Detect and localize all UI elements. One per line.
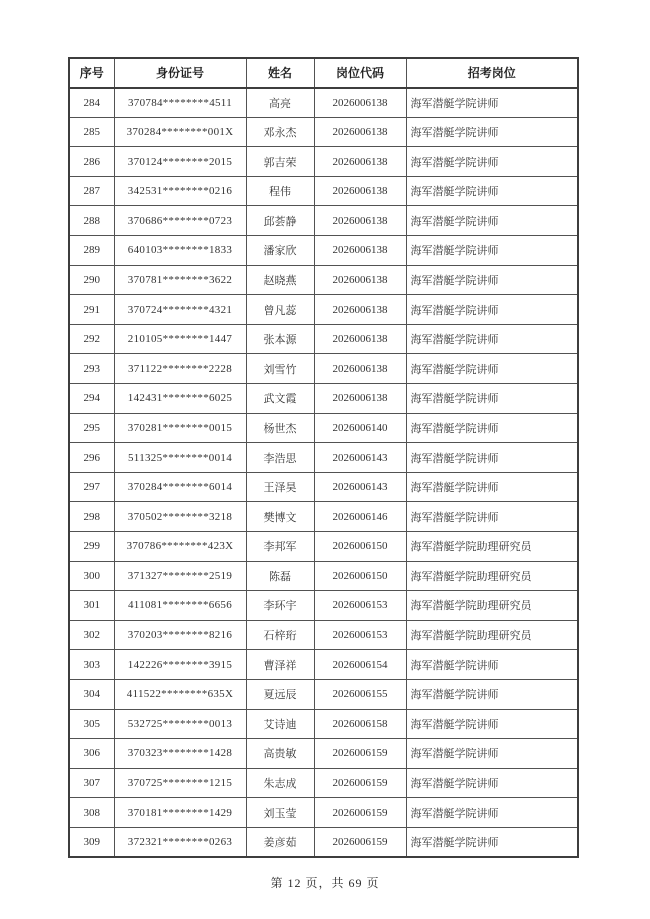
cell-id-number: 370323********1428: [114, 739, 246, 769]
cell-id-number: 370284********6014: [114, 472, 246, 502]
cell-position-code: 2026006138: [314, 206, 406, 236]
table-row: [69, 532, 578, 562]
cell-position-code: 2026006138: [314, 384, 406, 414]
cell-recruitment-position: 海军潜艇学院讲师: [406, 413, 578, 443]
table-row: [69, 324, 578, 354]
table-row: [69, 620, 578, 650]
cell-serial-number: 297: [69, 472, 114, 502]
cell-serial-number: 300: [69, 561, 114, 591]
cell-name: 夏远辰: [246, 679, 314, 709]
cell-id-number: 532725********0013: [114, 709, 246, 739]
cell-id-number: 210105********1447: [114, 324, 246, 354]
cell-name: 高亮: [246, 88, 314, 118]
cell-recruitment-position: 海军潜艇学院助理研究员: [406, 532, 578, 562]
cell-serial-number: 307: [69, 768, 114, 798]
cell-name: 郭吉荣: [246, 147, 314, 177]
cell-name: 曹泽祥: [246, 650, 314, 680]
cell-id-number: 511325********0014: [114, 443, 246, 473]
cell-name: 王泽昊: [246, 472, 314, 502]
table-row: [69, 176, 578, 206]
table-row: [69, 709, 578, 739]
cell-name: 樊博文: [246, 502, 314, 532]
cell-id-number: 142431********6025: [114, 384, 246, 414]
cell-id-number: 411522********635X: [114, 679, 246, 709]
cell-position-code: 2026006159: [314, 768, 406, 798]
cell-serial-number: 287: [69, 176, 114, 206]
cell-name: 赵晓燕: [246, 265, 314, 295]
cell-id-number: 370181********1429: [114, 798, 246, 828]
table-row: [69, 413, 578, 443]
cell-name: 石梓珩: [246, 620, 314, 650]
cell-name: 李环宇: [246, 591, 314, 621]
cell-serial-number: 303: [69, 650, 114, 680]
table-row: [69, 591, 578, 621]
cell-id-number: 370284********001X: [114, 117, 246, 147]
cell-recruitment-position: 海军潜艇学院讲师: [406, 798, 578, 828]
cell-recruitment-position: 海军潜艇学院讲师: [406, 709, 578, 739]
cell-serial-number: 291: [69, 295, 114, 325]
cell-recruitment-position: 海军潜艇学院讲师: [406, 265, 578, 295]
cell-id-number: 370281********0015: [114, 413, 246, 443]
cell-position-code: 2026006150: [314, 532, 406, 562]
cell-name: 姜彦茹: [246, 827, 314, 857]
cell-recruitment-position: 海军潜艇学院讲师: [406, 679, 578, 709]
cell-position-code: 2026006138: [314, 88, 406, 118]
cell-position-code: 2026006146: [314, 502, 406, 532]
table-row: [69, 561, 578, 591]
cell-position-code: 2026006143: [314, 443, 406, 473]
cell-id-number: 371327********2519: [114, 561, 246, 591]
cell-name: 杨世杰: [246, 413, 314, 443]
cell-name: 刘雪竹: [246, 354, 314, 384]
cell-recruitment-position: 海军潜艇学院讲师: [406, 739, 578, 769]
table-row: [69, 739, 578, 769]
cell-serial-number: 292: [69, 324, 114, 354]
cell-serial-number: 308: [69, 798, 114, 828]
cell-recruitment-position: 海军潜艇学院助理研究员: [406, 561, 578, 591]
cell-serial-number: 306: [69, 739, 114, 769]
cell-id-number: 142226********3915: [114, 650, 246, 680]
cell-id-number: 370786********423X: [114, 532, 246, 562]
cell-serial-number: 298: [69, 502, 114, 532]
cell-recruitment-position: 海军潜艇学院讲师: [406, 443, 578, 473]
cell-recruitment-position: 海军潜艇学院助理研究员: [406, 620, 578, 650]
cell-position-code: 2026006143: [314, 472, 406, 502]
table-row: [69, 147, 578, 177]
cell-name: 曾凡蕊: [246, 295, 314, 325]
table-row: [69, 88, 578, 118]
cell-id-number: 640103********1833: [114, 236, 246, 266]
cell-serial-number: 299: [69, 532, 114, 562]
cell-serial-number: 290: [69, 265, 114, 295]
table-row: [69, 384, 578, 414]
cell-position-code: 2026006159: [314, 827, 406, 857]
cell-position-code: 2026006138: [314, 295, 406, 325]
cell-position-code: 2026006158: [314, 709, 406, 739]
cell-position-code: 2026006138: [314, 176, 406, 206]
cell-name: 高贵敏: [246, 739, 314, 769]
table-row: [69, 798, 578, 828]
header-serial-number: 序号: [69, 58, 114, 88]
cell-serial-number: 309: [69, 827, 114, 857]
table-row: [69, 236, 578, 266]
table-row: [69, 265, 578, 295]
table-row: [69, 295, 578, 325]
cell-serial-number: 305: [69, 709, 114, 739]
cell-position-code: 2026006138: [314, 354, 406, 384]
cell-serial-number: 285: [69, 117, 114, 147]
cell-id-number: 370124********2015: [114, 147, 246, 177]
cell-recruitment-position: 海军潜艇学院讲师: [406, 768, 578, 798]
cell-name: 陈磊: [246, 561, 314, 591]
cell-name: 李浩思: [246, 443, 314, 473]
cell-name: 邱荟静: [246, 206, 314, 236]
cell-recruitment-position: 海军潜艇学院讲师: [406, 147, 578, 177]
cell-id-number: 370686********0723: [114, 206, 246, 236]
cell-recruitment-position: 海军潜艇学院讲师: [406, 650, 578, 680]
cell-recruitment-position: 海军潜艇学院助理研究员: [406, 591, 578, 621]
table-row: [69, 650, 578, 680]
cell-id-number: 370203********8216: [114, 620, 246, 650]
cell-name: 刘玉莹: [246, 798, 314, 828]
cell-position-code: 2026006138: [314, 147, 406, 177]
table-row: [69, 354, 578, 384]
cell-recruitment-position: 海军潜艇学院讲师: [406, 206, 578, 236]
cell-serial-number: 286: [69, 147, 114, 177]
cell-serial-number: 289: [69, 236, 114, 266]
cell-recruitment-position: 海军潜艇学院讲师: [406, 827, 578, 857]
cell-serial-number: 296: [69, 443, 114, 473]
cell-id-number: 411081********6656: [114, 591, 246, 621]
candidate-roster-table: [68, 57, 579, 858]
cell-id-number: 342531********0216: [114, 176, 246, 206]
cell-name: 武文霞: [246, 384, 314, 414]
cell-serial-number: 302: [69, 620, 114, 650]
cell-name: 邓永杰: [246, 117, 314, 147]
table-row: [69, 206, 578, 236]
cell-id-number: 370502********3218: [114, 502, 246, 532]
cell-recruitment-position: 海军潜艇学院讲师: [406, 236, 578, 266]
cell-position-code: 2026006138: [314, 236, 406, 266]
cell-id-number: 370781********3622: [114, 265, 246, 295]
table-row: [69, 443, 578, 473]
table-row: [69, 768, 578, 798]
cell-serial-number: 288: [69, 206, 114, 236]
cell-id-number: 372321********0263: [114, 827, 246, 857]
table-header-row: [69, 58, 578, 88]
cell-name: 程伟: [246, 176, 314, 206]
table-body: [69, 88, 578, 857]
header-position-code: 岗位代码: [314, 58, 406, 88]
cell-recruitment-position: 海军潜艇学院讲师: [406, 472, 578, 502]
cell-recruitment-position: 海军潜艇学院讲师: [406, 295, 578, 325]
cell-recruitment-position: 海军潜艇学院讲师: [406, 354, 578, 384]
page-number-indicator: 第 12 页，共 69 页: [270, 876, 380, 890]
cell-name: 张本源: [246, 324, 314, 354]
table-row: [69, 502, 578, 532]
cell-position-code: 2026006150: [314, 561, 406, 591]
cell-position-code: 2026006154: [314, 650, 406, 680]
table-row: [69, 117, 578, 147]
cell-position-code: 2026006159: [314, 798, 406, 828]
cell-position-code: 2026006155: [314, 679, 406, 709]
header-id-number: 身份证号: [114, 58, 246, 88]
cell-serial-number: 294: [69, 384, 114, 414]
cell-id-number: 370724********4321: [114, 295, 246, 325]
cell-serial-number: 293: [69, 354, 114, 384]
cell-recruitment-position: 海军潜艇学院讲师: [406, 176, 578, 206]
cell-recruitment-position: 海军潜艇学院讲师: [406, 117, 578, 147]
cell-serial-number: 304: [69, 679, 114, 709]
cell-id-number: 370725********1215: [114, 768, 246, 798]
cell-position-code: 2026006159: [314, 739, 406, 769]
cell-recruitment-position: 海军潜艇学院讲师: [406, 384, 578, 414]
header-recruitment-position: 招考岗位: [406, 58, 578, 88]
cell-position-code: 2026006153: [314, 620, 406, 650]
cell-serial-number: 301: [69, 591, 114, 621]
cell-recruitment-position: 海军潜艇学院讲师: [406, 88, 578, 118]
cell-position-code: 2026006153: [314, 591, 406, 621]
cell-recruitment-position: 海军潜艇学院讲师: [406, 324, 578, 354]
cell-name: 潘家欣: [246, 236, 314, 266]
cell-name: 李邦军: [246, 532, 314, 562]
cell-position-code: 2026006138: [314, 324, 406, 354]
header-name: 姓名: [246, 58, 314, 88]
cell-serial-number: 295: [69, 413, 114, 443]
table-row: [69, 827, 578, 857]
cell-id-number: 371122********2228: [114, 354, 246, 384]
table-row: [69, 472, 578, 502]
table-row: [69, 679, 578, 709]
cell-position-code: 2026006138: [314, 265, 406, 295]
cell-position-code: 2026006138: [314, 117, 406, 147]
cell-position-code: 2026006140: [314, 413, 406, 443]
cell-recruitment-position: 海军潜艇学院讲师: [406, 502, 578, 532]
cell-name: 艾诗迪: [246, 709, 314, 739]
cell-serial-number: 284: [69, 88, 114, 118]
cell-name: 朱志成: [246, 768, 314, 798]
cell-id-number: 370784********4511: [114, 88, 246, 118]
